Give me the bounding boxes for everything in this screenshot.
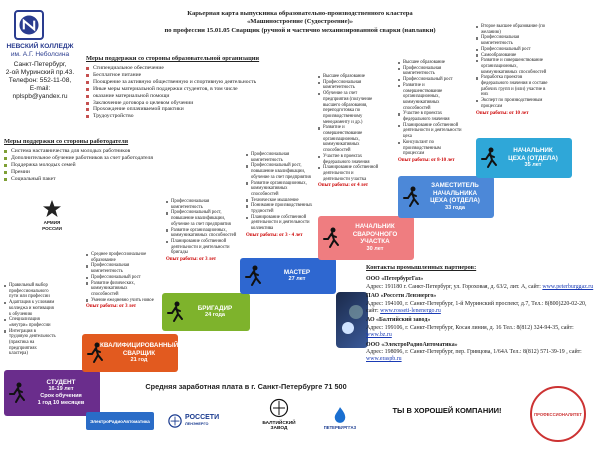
column-item: Эксперт по производственным процессам (476, 98, 548, 109)
baltic-emblem-icon (269, 398, 289, 418)
column-item: Развитие физических, коммуникативных способностей (86, 281, 154, 298)
step-qualified-title: КВАЛИФИЦИРОВАННЫЙ (100, 342, 179, 349)
college-email: E-mail: nplspb@yandex.ru (12, 85, 68, 100)
page-title (90, 10, 510, 35)
college-info (4, 43, 76, 101)
college-address-1: Санкт-Петербург, (13, 61, 67, 68)
column-item: Высшее образование (398, 60, 462, 66)
column-item: Развитие организационных, коммуникативных способностей (246, 181, 314, 198)
runner-icon (86, 342, 104, 364)
college-logo (14, 10, 44, 40)
column-item: Разработка проектов федерального значения и составе рабочих групп и (или) участие в них (476, 75, 548, 98)
employer-support-item: Социальный пакет (4, 176, 204, 183)
star-icon (42, 199, 62, 219)
employer-support-panel (4, 138, 204, 183)
partner-site-link[interactable]: www.bz.ru (366, 332, 392, 339)
partner-name: ПАО «Россети Ленэнерго» (366, 293, 437, 300)
org-support-item: Заключение договора о целевом обучении (86, 100, 336, 107)
column-item: Профессиональная компетентность (246, 152, 314, 163)
partner-address: Адрес: 191180 г. Санкт-Петербург, ул. Гороховая, д. 63/2, лит. А, сайт: (366, 283, 541, 290)
step-chief-section-age: 30 лет (366, 245, 384, 252)
column-item: Специализация «внутри» профессии (4, 317, 56, 328)
step-chief-shop-sub1: ЦЕХА (ОТДЕЛА) (508, 154, 558, 162)
master-column (246, 152, 314, 239)
chief-shop-column (476, 24, 548, 116)
partners-heading: Контакты промышленных партнеров: (366, 264, 477, 271)
era-logo-text: ЭлектроРадиоАвтоматика (90, 418, 150, 424)
army-line-1: АРМИЯ (43, 220, 61, 226)
employer-support-item: Дополнительное обучение работников за счет работодателя (4, 155, 204, 162)
column-item: Профессиональный рост (476, 47, 548, 53)
master-experience: Опыт работы: от 3 - 4 лет (246, 232, 303, 238)
step-qualified-subtitle: СВАРЩИК (122, 349, 156, 357)
professionalitet-logo-text: ПРОФЕССИОНАЛИТЕТ (534, 411, 582, 417)
baltic-logo-line-2: ЗАВОД (270, 426, 288, 432)
org-support-panel (86, 55, 336, 135)
partner-name: ООО «ЭлектроРадиоАвтоматика» (366, 341, 458, 348)
motto-text: ТЫ В ХОРОШЕЙ КОМПАНИИ! (392, 406, 502, 415)
org-support-item: Бесплатное питание (86, 72, 336, 79)
partner-name: ООО «ПетербургГаз» (366, 276, 424, 283)
rosseti-logo (168, 410, 240, 432)
org-support-item: оказание материальной помощи (86, 93, 336, 100)
professionalitet-logo (530, 386, 586, 442)
column-item: Самообразование (476, 53, 548, 59)
title-line-1: Карьерная карта выпускника образовательно-производственного кластера (187, 10, 413, 17)
welder-icon (336, 292, 368, 348)
petrogaz-logo-text: ПЕТЕРБУРГГАЗ (323, 425, 357, 430)
column-item: Правильный выбор профессионального пути или профессии (4, 283, 56, 300)
column-item: Высшее образование (318, 74, 380, 80)
step-qualified-age: 21 год (130, 357, 148, 363)
college-name-sub: им. А.Г. Неболсина (10, 51, 70, 58)
partners-panel (366, 264, 594, 364)
column-item: Планирование собственной деятельности и деятельности цеха (398, 123, 462, 140)
rosseti-logo-text: РОССЕТИ (185, 414, 220, 421)
deputy-experience: Опыт работы: от 8-10 лет (398, 157, 455, 163)
step-brigadier (162, 293, 250, 331)
org-support-item: Стипендиальное обеспечение (86, 65, 336, 72)
column-item: Профессиональный рост, повышение квалификации, обучение за счет предприятия (166, 210, 238, 227)
column-item: Техническое мышление (246, 198, 314, 204)
column-item: Профессиональный рост, повышение квалификации, обучение за счет предприятия (246, 163, 314, 180)
step-deputy-sub1: НАЧАЛЬНИКА (432, 189, 478, 197)
column-item: Развитие и совершенствование организационных, коммуникативных способностей (398, 83, 462, 112)
step-student-duration-label: Срок обучения (40, 393, 82, 400)
runner-icon (166, 301, 184, 323)
chief-shop-experience: Опыт работы: от 10 лет (476, 110, 529, 116)
column-item: Планирование собственной деятельности и деятельности бригады (166, 239, 238, 256)
chief-section-experience: Опыт работы: от 4 лет (318, 183, 369, 189)
step-brigadier-age: 24 года (204, 312, 226, 319)
column-item: Консультант по производственным процессам (398, 140, 462, 157)
column-item: Планирование собственной деятельности и деятельности участка (318, 165, 380, 182)
title-line-3: по профессии 15.01.05 Сварщик (ручной и частично механизированной сварки (наплавки) (164, 26, 436, 34)
column-item: Адаптация к условиям колледжа и мотивация к обучению (4, 300, 56, 317)
partner-address: Адрес: 194100, г. Санкт-Петербург, 1-й Муринский проспект, д.7, Тел.: 8(800)220-02-20, сайт: (366, 300, 587, 315)
petrogaz-logo (318, 406, 362, 442)
runner-icon (402, 186, 420, 208)
column-item: Планирование собственной деятельности и деятельности коллектива (246, 215, 314, 232)
chief-section-column (318, 74, 380, 189)
qualified-column (86, 252, 154, 310)
partner-name: АО «Балтийский завод» (366, 317, 431, 324)
step-student (4, 370, 100, 416)
step-chief-shop-title: НАЧАЛЬНИК (513, 147, 553, 154)
baltic-logo (254, 398, 304, 440)
rosseti-logo-sub: ЛЕНЭНЕРГО (185, 422, 209, 426)
step-chief-section-title: НАЧАЛЬНИК (355, 223, 395, 231)
column-item: Профессиональная компетентность (476, 35, 548, 46)
column-item: Обучение за счет предприятия (получение высшего образования, переподготовка по производственному менеджменту и др.) (318, 91, 380, 125)
partner-address: Адрес: 198096, г. Санкт-Петербург, пер. Гривцова, 1/64А Тел.: 8(812) 571-39-19 , сайт: (366, 349, 582, 356)
column-item: Второе высшее образование (по желанию) (476, 24, 548, 35)
column-item: Профессиональный рост (398, 77, 462, 83)
student-column (4, 283, 56, 357)
army-badge (37, 199, 67, 231)
column-item: Развитие и совершенствование организационных, коммуникативных способностей (476, 58, 548, 75)
runner-icon (480, 147, 498, 169)
deputy-column (398, 60, 462, 164)
column-item: Профессиональный рост (86, 275, 154, 281)
step-student-age: 16-19 лет (48, 386, 74, 393)
column-item: Понимание производственных трудностей (246, 203, 314, 214)
college-address-2: 2-ой Муринский пр.43. (5, 69, 75, 76)
step-chief-shop (476, 138, 572, 178)
column-item: Интеграция в трудовую деятельность (практика на предприятиях кластера) (4, 329, 56, 358)
column-item: Профессиональная компетентность (318, 80, 380, 91)
column-item: Развитие и совершенствование организационных, коммуникативных способностей (318, 125, 380, 154)
org-support-item: Поощрение за активную общественную и спортивную деятельность (86, 79, 336, 86)
college-logo-icon (16, 12, 42, 38)
employer-support-item: Поддержка молодых семей (4, 162, 204, 169)
step-chief-shop-age: 35 лет (524, 162, 542, 168)
step-qualified (82, 334, 178, 372)
step-deputy-age: 33 года (444, 204, 466, 211)
college-phone: Телефон: 552-11-08, (8, 77, 72, 84)
step-chief-section-sub1: СВАРОЧНОГО (352, 230, 398, 238)
employer-support-item: Система наставничества для молодых работников (4, 148, 204, 155)
step-master (240, 258, 336, 294)
column-item: Профессиональная компетентность (398, 66, 462, 77)
qualified-experience: Опыт работы: от 3 лет (86, 304, 137, 310)
step-student-title: СТУДЕНТ (46, 378, 76, 386)
era-logo (86, 412, 154, 430)
step-deputy (398, 176, 494, 218)
step-chief-section (318, 216, 414, 260)
title-line-2: «Машиностроение (Судостроение)» (246, 18, 354, 26)
runner-icon (322, 227, 340, 249)
partner-site-link[interactable]: www.eraspb.ru (366, 356, 402, 363)
employer-support-item: Премии (4, 169, 204, 176)
column-item: Развитие организационных, коммуникативных способностей (166, 228, 238, 239)
flame-icon (333, 406, 347, 424)
salary-text: Средняя заработная плата в г. Санкт-Петербурге 71 500 (145, 382, 347, 391)
step-chief-section-sub2: УЧАСТКА (360, 238, 390, 246)
column-item: Умение ежедневно учить новое (86, 298, 154, 304)
step-student-duration: 1 год 10 месяцев (37, 400, 85, 407)
step-master-title: МАСТЕР (283, 268, 311, 276)
column-item: Участие в проектах федерального значения (398, 111, 462, 122)
org-support-item: Прохождение оплачиваемой практики (86, 106, 336, 113)
runner-icon (8, 382, 26, 404)
partner-address: Адрес: 199106, г. Санкт-Петербург, Косая линия, д. 16 Тел.: 8(812) 324-94-35, сайт: (366, 324, 574, 331)
partner-site-link[interactable]: www.rosseti-lenenergo.ru (380, 308, 441, 315)
column-item: Участие в проектах федерального значения (318, 154, 380, 165)
brigadier-column (166, 199, 238, 263)
partner-site-link[interactable]: www.peterburggaz.ru (542, 283, 594, 290)
step-deputy-title: ЗАМЕСТИТЕЛЬ (431, 182, 479, 190)
runner-icon (244, 265, 262, 287)
rosseti-emblem-icon (168, 414, 182, 428)
org-support-title: Меры поддержки со стороны образовательной организации (86, 55, 260, 62)
army-line-2: РОССИИ (42, 225, 62, 231)
org-support-item: Иные меры материальной поддержки студентов, в том числе (86, 86, 336, 93)
column-item: Профессиональная компетентность (166, 199, 238, 210)
column-item: Среднее профессиональное образование (86, 252, 154, 263)
employer-support-title: Меры поддержки со стороны работодателя (4, 138, 129, 145)
column-item: Профессиональная компетентность (86, 263, 154, 274)
step-brigadier-title: БРИГАДИР (197, 304, 233, 312)
step-master-age: 27 лет (288, 276, 306, 283)
step-deputy-sub2: ЦЕХА (ОТДЕЛА) (430, 197, 480, 205)
welder-photo (336, 292, 368, 348)
college-name: НЕВСКИЙ КОЛЛЕДЖ (6, 43, 74, 50)
brigadier-experience: Опыт работы: от 3 лет (166, 257, 217, 263)
baltic-logo-line-1: БАЛТИЙСКИЙ (262, 420, 296, 426)
org-support-item: Трудоустройство (86, 113, 336, 120)
